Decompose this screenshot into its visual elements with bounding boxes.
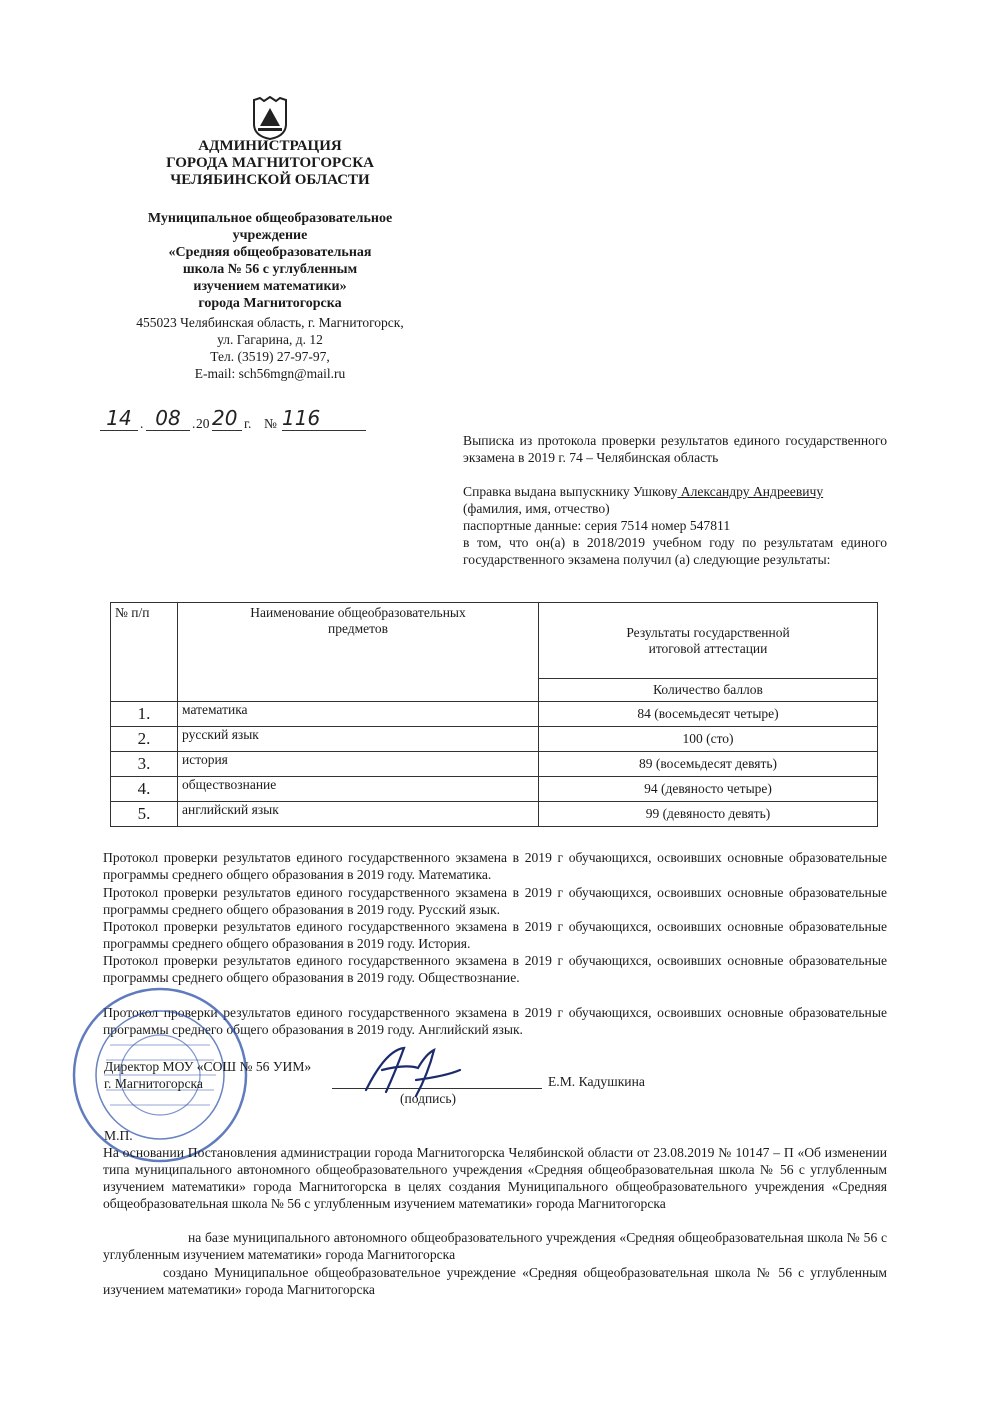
row-score: 100 (сто) bbox=[539, 727, 878, 752]
address-line: Тел. (3519) 27-97-97, bbox=[210, 349, 330, 364]
row-number: 2. bbox=[111, 727, 178, 752]
row-score: 84 (восемьдесят четыре) bbox=[539, 702, 878, 727]
document-date-number: 14 . 08 . 20 20 г. № 116 bbox=[100, 406, 370, 432]
certificate-info bbox=[463, 483, 887, 568]
administration-header bbox=[110, 138, 430, 189]
protocol-paragraph: Протокол проверки результатов единого государственного экзамена в 2019 г обучающихся, освоивших основные образовательные программы среднего общего образования в 2019 году. История. bbox=[103, 919, 887, 951]
results-table bbox=[110, 602, 878, 827]
footer-paragraph: на базе муниципального автономного общеобразовательного учреждения «Средняя общеобразовательная школа № 56 с углубленным изучением математики» города Магнитогорска bbox=[103, 1230, 887, 1262]
position-line: Директор МОУ «СОШ № 56 УИМ» bbox=[104, 1059, 312, 1074]
table-row bbox=[111, 727, 878, 752]
row-number: 1. bbox=[111, 702, 178, 727]
row-score: 99 (девяносто девять) bbox=[539, 802, 878, 827]
header-subject: Наименование общеобразовательных предметов bbox=[178, 603, 539, 702]
row-score: 89 (восемьдесят девять) bbox=[539, 752, 878, 777]
address-line: ул. Гагарина, д. 12 bbox=[217, 332, 323, 347]
row-subject: обществознание bbox=[178, 777, 539, 802]
footer-paragraph: создано Муниципальное общеобразовательное учреждение «Средняя общеобразовательная школа № 56 с углубленным изучением математики» города Магнитогорска bbox=[103, 1265, 887, 1297]
fio-note: (фамилия, имя, отчество) bbox=[463, 501, 610, 516]
admin-line: АДМИНИСТРАЦИЯ bbox=[198, 138, 342, 154]
organization-address bbox=[110, 314, 430, 382]
city-emblem-icon bbox=[250, 96, 290, 140]
number-label: № bbox=[264, 416, 277, 431]
table-row bbox=[111, 702, 878, 727]
year-suffix: г. bbox=[244, 416, 252, 431]
protocol-paragraph: Протокол проверки результатов единого государственного экзамена в 2019 г обучающихся, освоивших основные образовательные программы среднего общего образования в 2019 году. Русский язык. bbox=[103, 885, 887, 917]
org-line: изучением математики» bbox=[193, 279, 347, 294]
date-year: 20 bbox=[212, 406, 242, 431]
admin-line: ГОРОДА МАГНИТОГОРСКА bbox=[166, 155, 374, 171]
table-row bbox=[111, 802, 878, 827]
org-line: «Средняя общеобразовательная bbox=[168, 245, 372, 260]
protocol-paragraph: Протокол проверки результатов единого государственного экзамена в 2019 г обучающихся, освоивших основные образовательные программы среднего общего образования в 2019 году. Математика. bbox=[103, 850, 887, 882]
org-line: учреждение bbox=[232, 228, 308, 243]
row-subject: история bbox=[178, 752, 539, 777]
header-no: № п/п bbox=[111, 603, 178, 702]
protocol-paragraph: Протокол проверки результатов единого государственного экзамена в 2019 г обучающихся, освоивших основные образовательные программы среднего общего образования в 2019 году. Обществознание. bbox=[103, 953, 887, 985]
row-number: 4. bbox=[111, 777, 178, 802]
row-subject: математика bbox=[178, 702, 539, 727]
result-statement: в том, что он(а) в 2018/2019 учебном году по результатам единого государственного экзамена получил (а) следующие результаты: bbox=[463, 535, 887, 567]
address-line: 455023 Челябинская область, г. Магнитогорск, bbox=[136, 315, 404, 330]
table-row bbox=[111, 777, 878, 802]
date-year-prefix: 20 bbox=[196, 416, 210, 431]
row-score: 94 (девяносто четыре) bbox=[539, 777, 878, 802]
address-line: E-mail: sch56mgn@mail.ru bbox=[194, 366, 346, 381]
table-row bbox=[111, 752, 878, 777]
header-score: Количество баллов bbox=[539, 679, 878, 702]
organization-name bbox=[110, 210, 430, 312]
date-day: 14 bbox=[100, 406, 138, 431]
signer-name: Е.М. Кадушкина bbox=[548, 1074, 645, 1089]
footer-paragraph: На основании Постановления администрации города Магнитогорска Челябинской области от 23.08.2019 № 10147 – П «Об изменении типа муниципального автономного общеобразовательного учреждения «Средняя общеобразовательная школа № 56 с углубленным изучением математики» города Магнитогорска в целях создания Муниципального общеобразовательного учреждения «Средняя общеобразовательная школа № 56 с углубленным изучением математики» города Магнитогорска bbox=[103, 1145, 887, 1211]
admin-line: ЧЕЛЯБИНСКОЙ ОБЛАСТИ bbox=[170, 172, 370, 188]
protocol-paragraph: Протокол проверки результатов единого государственного экзамена в 2019 г обучающихся, освоивших основные образовательные программы среднего общего образования в 2019 году. Английский язык. bbox=[103, 1005, 887, 1037]
issued-to: Справка выдана выпускнику Ушкову Александру Андреевичу bbox=[463, 484, 824, 499]
position-line: г. Магнитогорска bbox=[104, 1076, 203, 1091]
document-number: 116 bbox=[282, 406, 366, 431]
graduate-name: Александру Андреевичу bbox=[677, 484, 824, 499]
row-number: 3. bbox=[111, 752, 178, 777]
org-line: школа № 56 с углубленным bbox=[182, 262, 358, 277]
director-position bbox=[104, 1058, 311, 1092]
header-result: Результаты государственной итоговой аттестации bbox=[539, 603, 878, 679]
stamp-place-label: М.П. bbox=[104, 1128, 133, 1143]
extract-title: Выписка из протокола проверки результатов единого государственного экзамена в 2019 г. 74 – Челябинская область bbox=[463, 433, 887, 465]
signature-note: (подпись) bbox=[400, 1091, 457, 1106]
row-number: 5. bbox=[111, 802, 178, 827]
date-month: 08 bbox=[146, 406, 190, 431]
passport-data: паспортные данные: серия 7514 номер 547811 bbox=[463, 518, 731, 533]
row-subject: английский язык bbox=[178, 802, 539, 827]
row-subject: русский язык bbox=[178, 727, 539, 752]
org-line: города Магнитогорска bbox=[198, 296, 342, 311]
org-line: Муниципальное общеобразовательное bbox=[147, 211, 393, 226]
